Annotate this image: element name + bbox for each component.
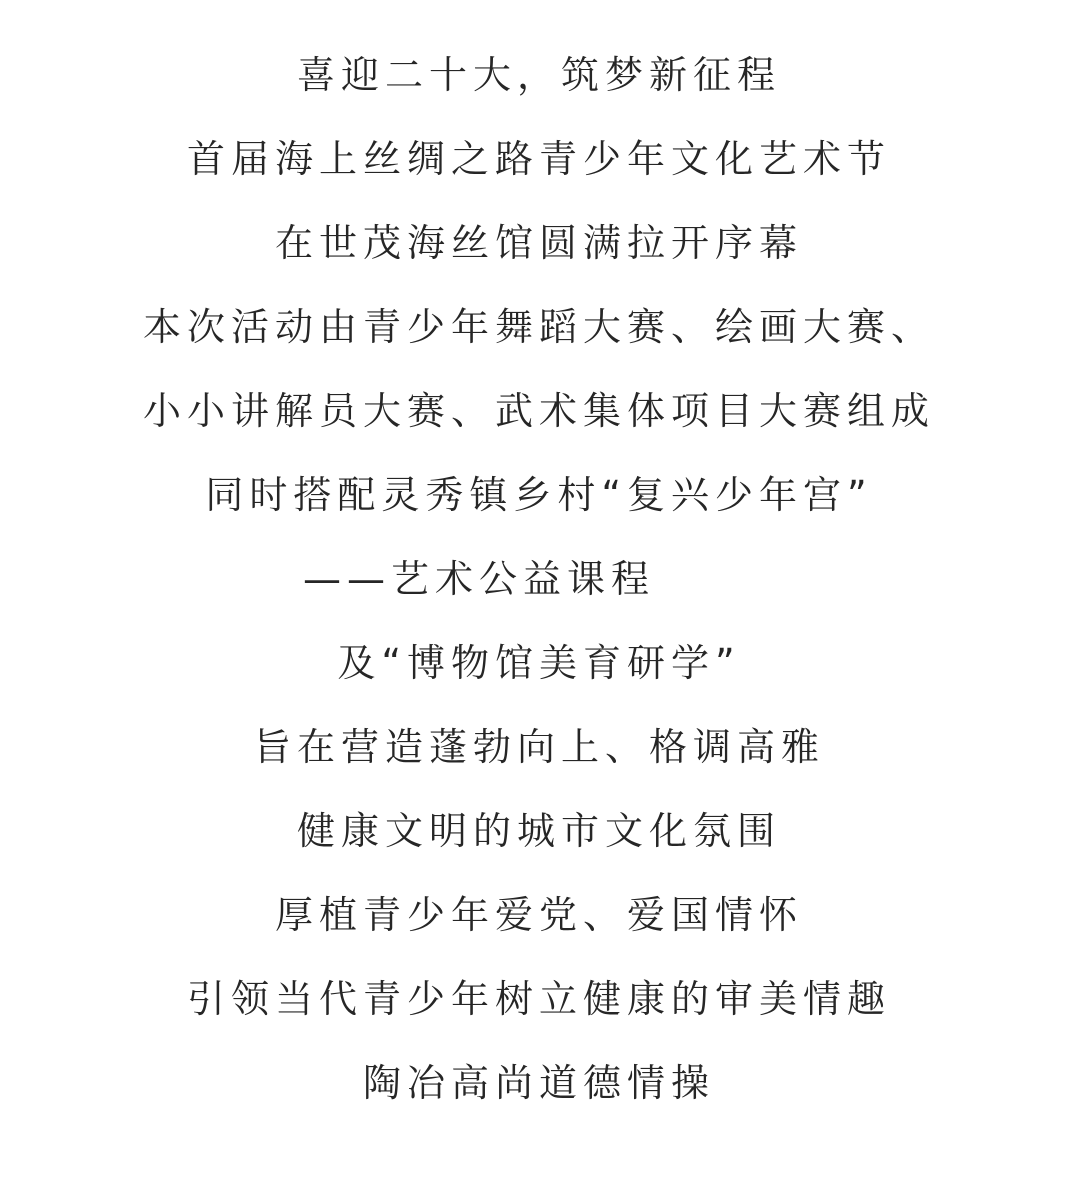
text-line-10: 健康文明的城市文化氛围 [296,809,781,853]
text-line-4: 本次活动由青少年舞蹈大赛、绘画大赛、 [142,305,935,349]
text-line-6: 同时搭配灵秀镇乡村“复兴少年宫” [205,473,873,517]
text-line-11: 厚植青少年爱党、爱国情怀 [274,893,803,937]
text-line-12: 引领当代青少年树立健康的审美情趣 [186,977,891,1021]
text-line-5: 小小讲解员大赛、武术集体项目大赛组成 [142,389,935,433]
text-line-9: 旨在营造蓬勃向上、格调高雅 [252,725,825,769]
text-line-13: 陶冶高尚道德情操 [362,1061,715,1105]
text-line-2: 首届海上丝绸之路青少年文化艺术节 [186,137,891,181]
text-line-7: ——艺术公益课程 [302,557,655,601]
text-line-3: 在世茂海丝馆圆满拉开序幕 [274,221,803,265]
text-line-1: 喜迎二十大，筑梦新征程 [296,53,781,97]
text-line-8: 及“博物馆美育研学” [337,641,741,685]
